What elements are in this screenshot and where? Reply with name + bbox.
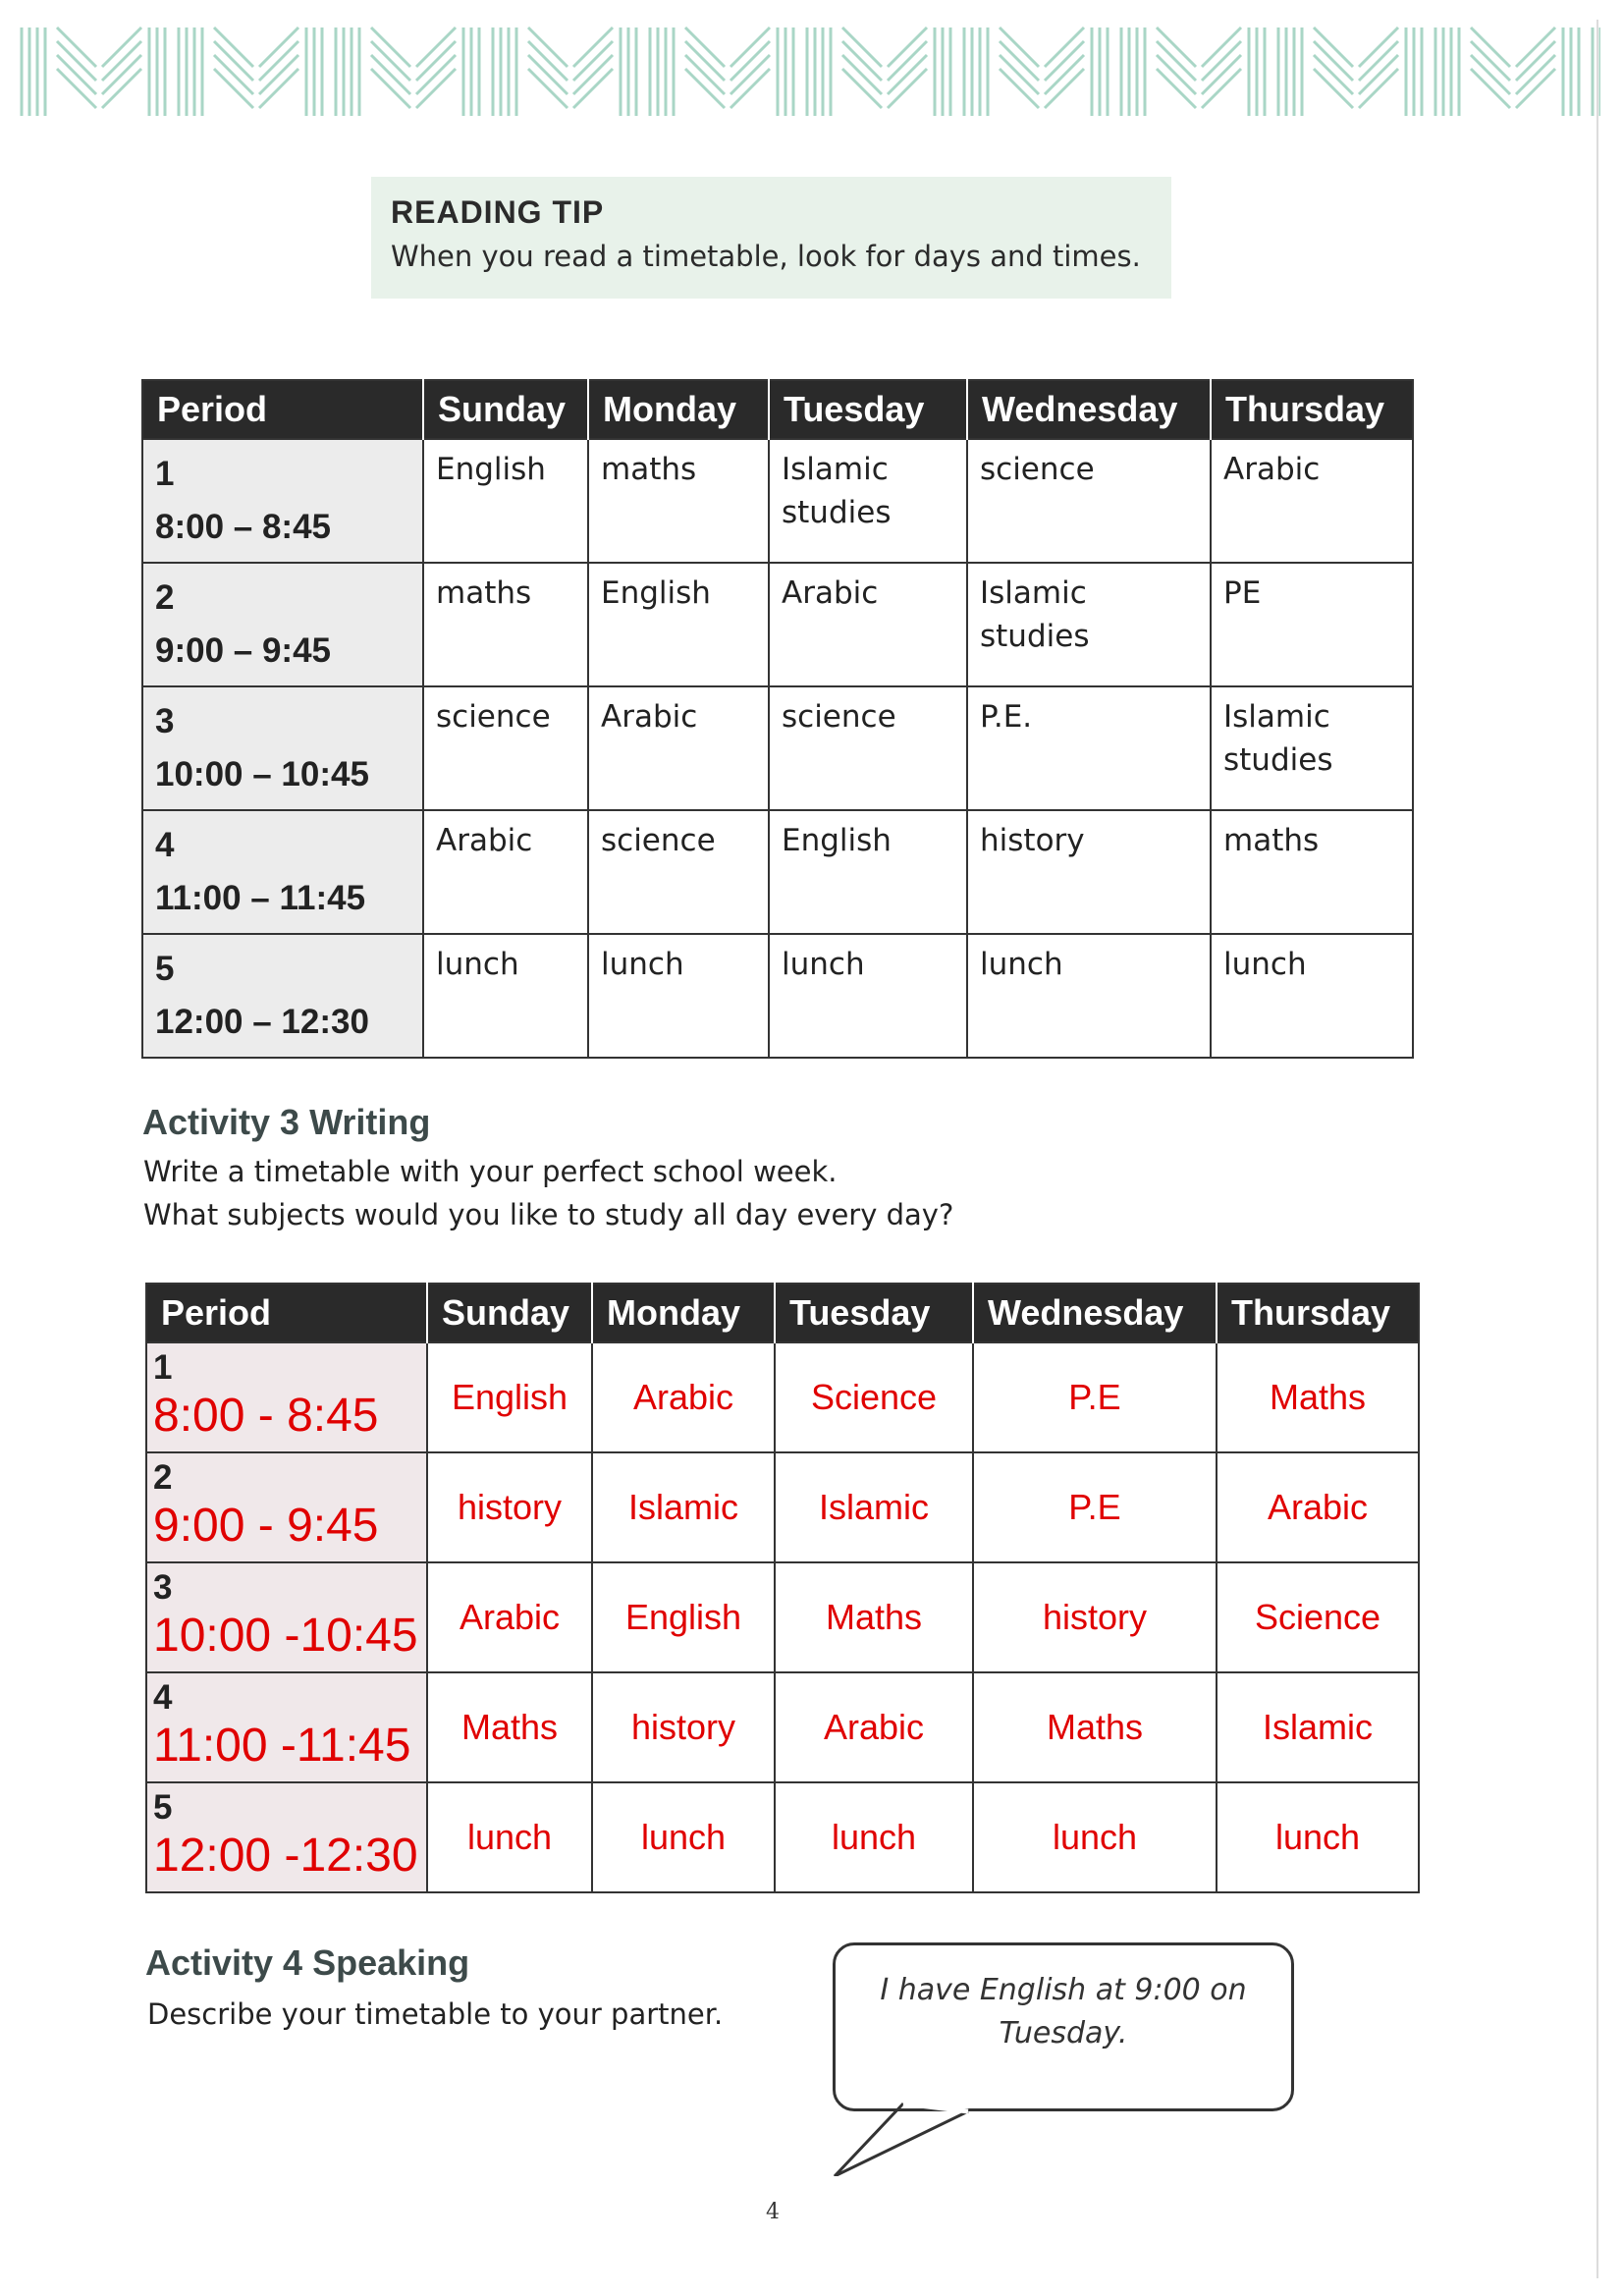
period-number: 3: [155, 702, 175, 740]
header-period: Period: [142, 380, 423, 439]
subject-cell: science: [769, 686, 967, 810]
period-time: 8:00 – 8:45: [155, 508, 332, 546]
period-cell: [142, 810, 423, 934]
subject-cell: lunch: [967, 934, 1211, 1058]
entry-cell[interactable]: Maths: [775, 1562, 973, 1672]
period-time: 8:00 - 8:45: [153, 1390, 379, 1442]
header-sunday: Sunday: [423, 380, 588, 439]
period-time: 10:00 – 10:45: [155, 755, 369, 793]
table-row: [146, 1562, 1419, 1672]
header-wednesday: Wednesday: [967, 380, 1211, 439]
header-tuesday: Tuesday: [769, 380, 967, 439]
period-cell: [142, 934, 423, 1058]
entry-cell[interactable]: Islamic: [1217, 1672, 1419, 1782]
period-cell: [142, 439, 423, 563]
table-row: [142, 686, 1413, 810]
period-cell: [146, 1782, 427, 1892]
entry-cell[interactable]: lunch: [592, 1782, 775, 1892]
subject-cell: maths: [423, 563, 588, 686]
entry-cell[interactable]: lunch: [1217, 1782, 1419, 1892]
table-row: [142, 810, 1413, 934]
reading-tip-box: [371, 177, 1171, 299]
period-number: 5: [155, 950, 175, 988]
entry-cell[interactable]: Arabic: [1217, 1452, 1419, 1562]
subject-cell: Arabic: [1211, 439, 1413, 563]
table-row: [142, 563, 1413, 686]
speech-bubble-tail: [833, 2098, 970, 2176]
subject-cell: Islamic studies: [769, 439, 967, 563]
subject-cell: lunch: [769, 934, 967, 1058]
header-thursday: Thursday: [1211, 380, 1413, 439]
activity-4-text: Describe your timetable to your partner.: [147, 1997, 724, 2031]
header-thursday: Thursday: [1217, 1284, 1419, 1342]
table-row: [146, 1672, 1419, 1782]
subject-cell: maths: [588, 439, 769, 563]
speech-bubble: [833, 1942, 1294, 2111]
page-edge-line: [1596, 20, 1598, 2278]
period-time: 10:00 -10:45: [153, 1610, 418, 1662]
entry-cell[interactable]: P.E: [973, 1342, 1217, 1452]
period-cell: [146, 1672, 427, 1782]
period-cell: [142, 686, 423, 810]
subject-cell: English: [769, 810, 967, 934]
timetable-header-row: [146, 1284, 1419, 1342]
table-row: [142, 934, 1413, 1058]
period-time: 12:00 – 12:30: [155, 1003, 369, 1041]
header-monday: Monday: [588, 380, 769, 439]
entry-cell[interactable]: Maths: [973, 1672, 1217, 1782]
activity-4-title: Activity 4 Speaking: [145, 1942, 470, 1983]
subject-cell: English: [423, 439, 588, 563]
period-time: 9:00 – 9:45: [155, 631, 332, 670]
table-row: [146, 1342, 1419, 1452]
subject-cell: P.E.: [967, 686, 1211, 810]
subject-cell: science: [588, 810, 769, 934]
decorative-banner: [18, 20, 1600, 124]
entry-cell[interactable]: Islamic: [775, 1452, 973, 1562]
subject-cell: history: [967, 810, 1211, 934]
header-sunday: Sunday: [427, 1284, 592, 1342]
period-cell: [142, 563, 423, 686]
period-number: 4: [155, 826, 175, 864]
subject-cell: Islamic studies: [967, 563, 1211, 686]
activity-3-line-2: What subjects would you like to study all day every day?: [143, 1198, 954, 1231]
period-number: 1: [153, 1348, 173, 1387]
period-time: 9:00 - 9:45: [153, 1500, 379, 1552]
subject-cell: maths: [1211, 810, 1413, 934]
entry-cell[interactable]: Science: [1217, 1562, 1419, 1672]
entry-cell[interactable]: Arabic: [775, 1672, 973, 1782]
subject-cell: Arabic: [769, 563, 967, 686]
period-number: 2: [155, 578, 175, 617]
entry-cell[interactable]: lunch: [427, 1782, 592, 1892]
activity-3-title: Activity 3 Writing: [142, 1102, 431, 1142]
period-time: 12:00 -12:30: [153, 1830, 418, 1882]
subject-cell: English: [588, 563, 769, 686]
subject-cell: lunch: [423, 934, 588, 1058]
reading-tip-text: When you read a timetable, look for days and times.: [391, 240, 1141, 273]
entry-cell[interactable]: lunch: [973, 1782, 1217, 1892]
header-period: Period: [146, 1284, 427, 1342]
header-wednesday: Wednesday: [973, 1284, 1217, 1342]
table-row: [142, 439, 1413, 563]
student-timetable: [145, 1283, 1420, 1893]
entry-cell[interactable]: history: [973, 1562, 1217, 1672]
period-cell: [146, 1342, 427, 1452]
entry-cell[interactable]: lunch: [775, 1782, 973, 1892]
period-number: 3: [153, 1568, 173, 1607]
period-time: 11:00 – 11:45: [155, 879, 366, 917]
period-number: 2: [153, 1458, 173, 1497]
entry-cell[interactable]: Science: [775, 1342, 973, 1452]
header-monday: Monday: [592, 1284, 775, 1342]
table-row: [146, 1452, 1419, 1562]
subject-cell: Arabic: [423, 810, 588, 934]
period-time: 11:00 -11:45: [153, 1720, 411, 1772]
entry-cell[interactable]: Islamic: [592, 1452, 775, 1562]
table-row: [146, 1782, 1419, 1892]
entry-cell[interactable]: Maths: [1217, 1342, 1419, 1452]
period-number: 5: [153, 1788, 173, 1827]
period-number: 4: [153, 1678, 173, 1717]
example-timetable: [141, 379, 1414, 1059]
entry-cell[interactable]: history: [592, 1672, 775, 1782]
subject-cell: lunch: [1211, 934, 1413, 1058]
subject-cell: Islamic studies: [1211, 686, 1413, 810]
subject-cell: science: [967, 439, 1211, 563]
entry-cell[interactable]: English: [592, 1562, 775, 1672]
entry-cell[interactable]: Maths: [427, 1672, 592, 1782]
period-number: 1: [155, 455, 175, 493]
entry-cell[interactable]: history: [427, 1452, 592, 1562]
speech-bubble-text: I have English at 9:00 on Tuesday.: [880, 1973, 1247, 2050]
period-cell: [146, 1562, 427, 1672]
entry-cell[interactable]: Arabic: [592, 1342, 775, 1452]
page-number: 4: [766, 2200, 780, 2224]
subject-cell: PE: [1211, 563, 1413, 686]
subject-cell: lunch: [588, 934, 769, 1058]
reading-tip-title: READING TIP: [391, 194, 605, 230]
header-tuesday: Tuesday: [775, 1284, 973, 1342]
entry-cell[interactable]: English: [427, 1342, 592, 1452]
entry-cell[interactable]: Arabic: [427, 1562, 592, 1672]
activity-3-line-1: Write a timetable with your perfect school week.: [143, 1155, 838, 1188]
entry-cell[interactable]: P.E: [973, 1452, 1217, 1562]
subject-cell: science: [423, 686, 588, 810]
timetable-header-row: [142, 380, 1413, 439]
subject-cell: Arabic: [588, 686, 769, 810]
period-cell: [146, 1452, 427, 1562]
